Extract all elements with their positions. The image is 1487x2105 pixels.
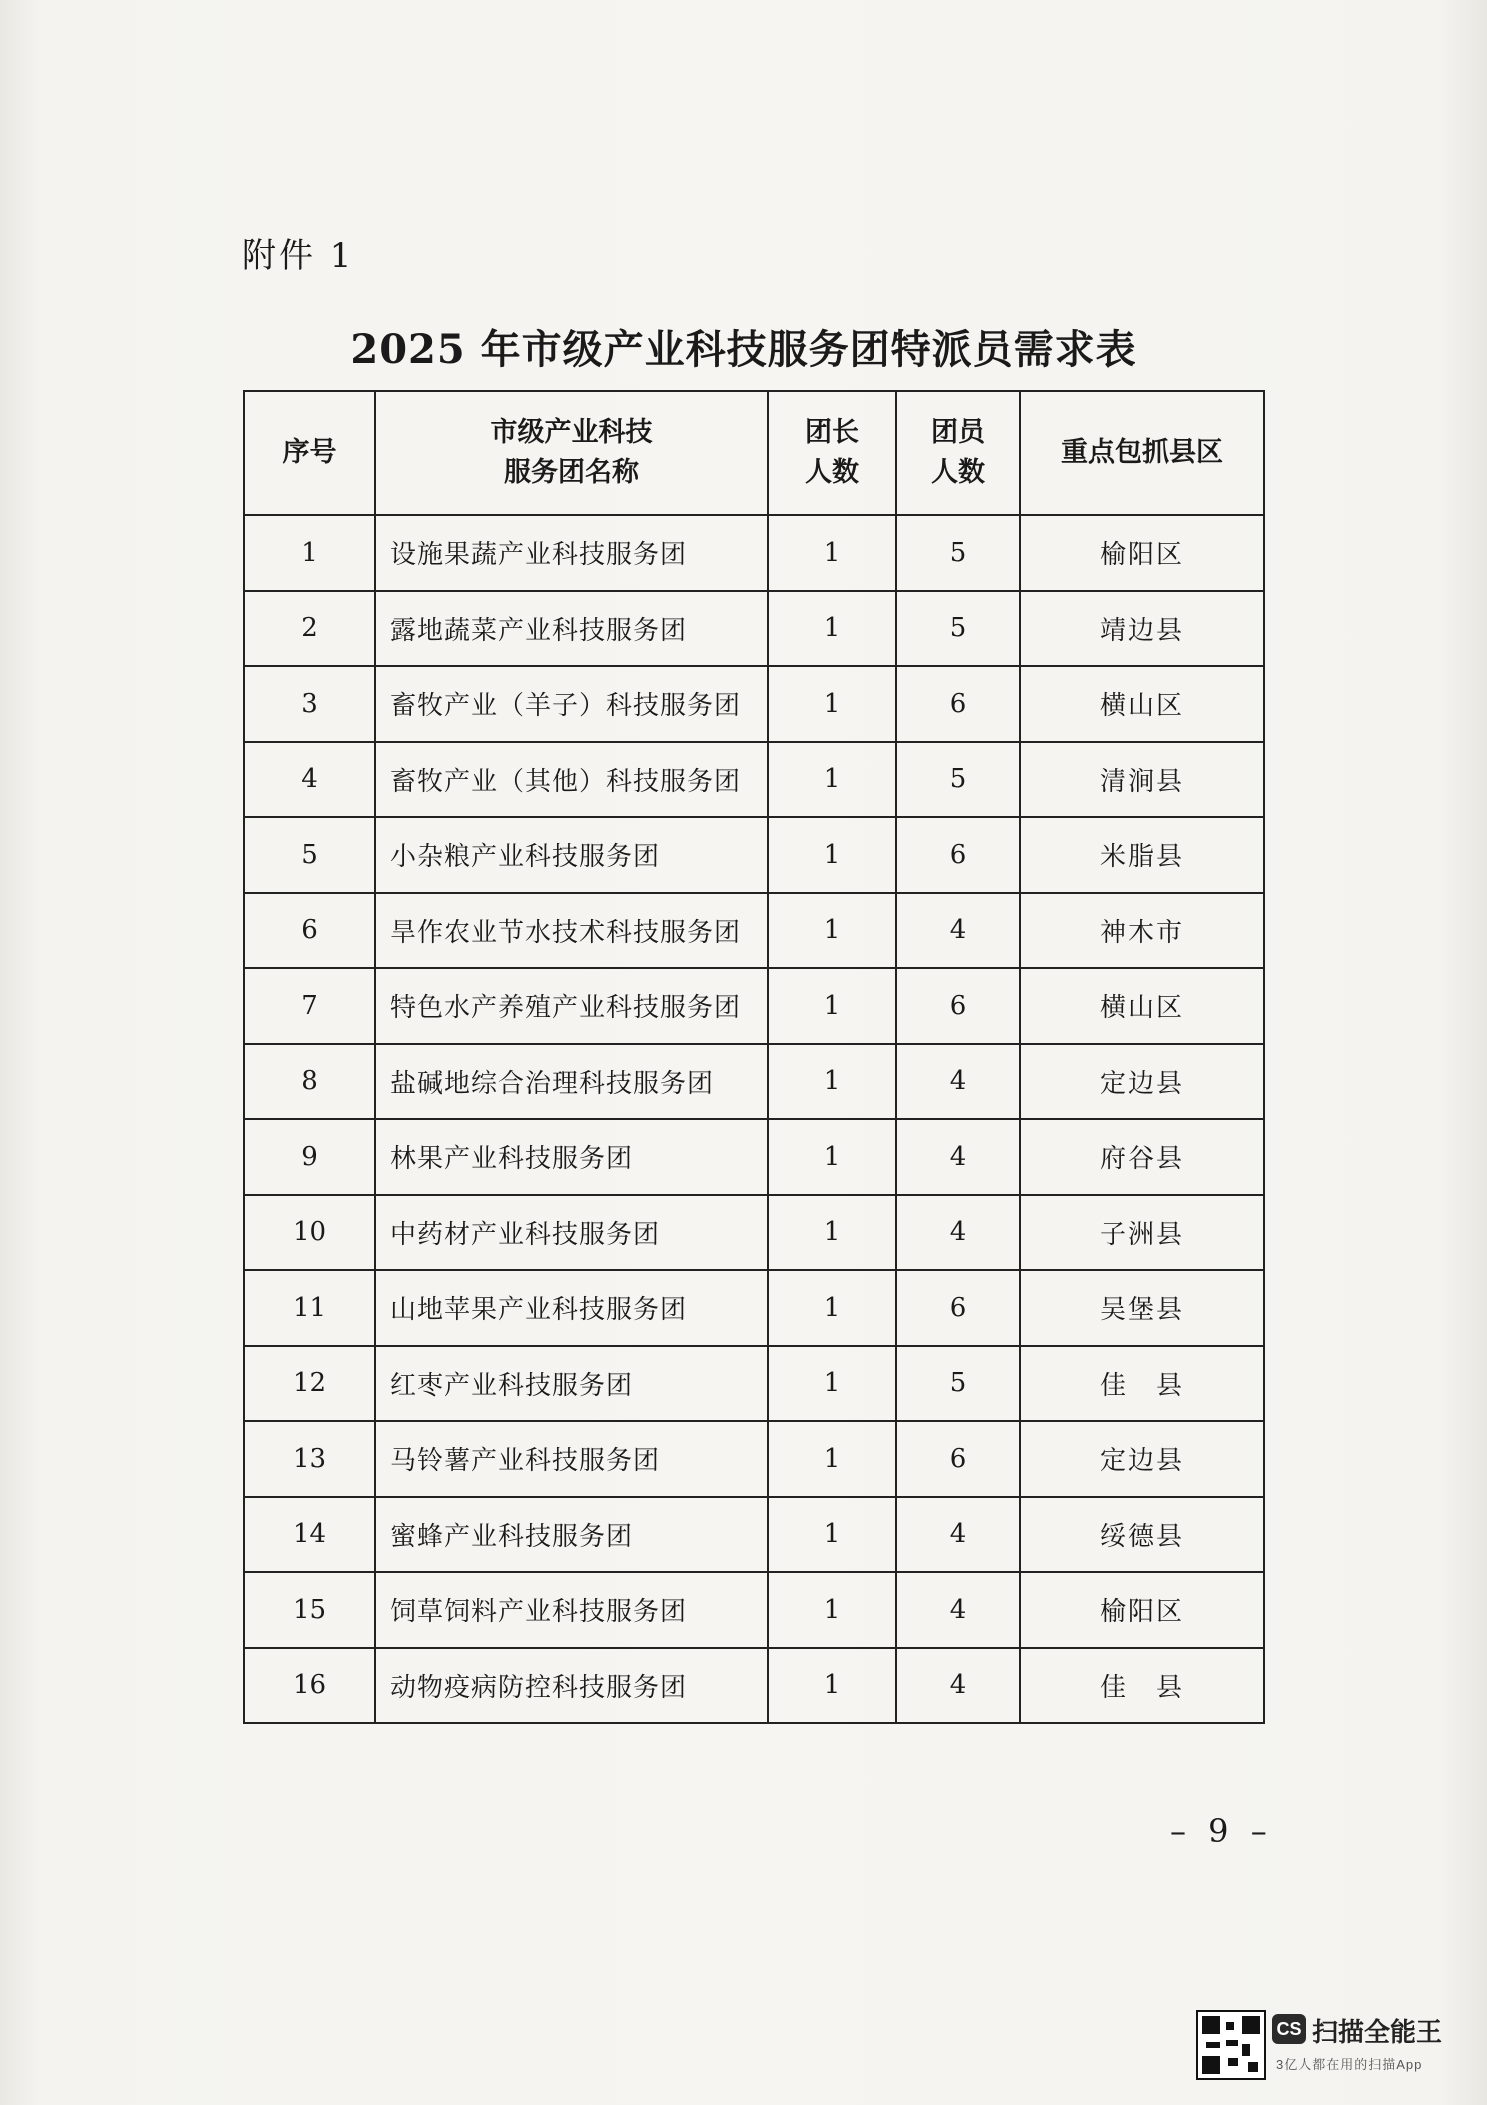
cell-key-county: 横山区 <box>1020 666 1264 742</box>
cell-member-count: 6 <box>896 1270 1020 1346</box>
cell-index: 10 <box>244 1195 375 1271</box>
cell-key-county: 吴堡县 <box>1020 1270 1264 1346</box>
cell-member-count: 5 <box>896 591 1020 667</box>
cell-group-name: 盐碱地综合治理科技服务团 <box>375 1044 768 1120</box>
scanner-app-name: 扫描全能王 <box>1312 2017 1443 2047</box>
cell-group-name: 中药材产业科技服务团 <box>375 1195 768 1271</box>
cell-key-county: 佳 县 <box>1020 1648 1264 1724</box>
cell-index: 6 <box>244 893 375 969</box>
header-index: 序号 <box>244 391 375 515</box>
cell-leader-count: 1 <box>768 893 896 969</box>
header-leader-count <box>768 391 896 515</box>
qr-code-icon <box>1196 2010 1266 2080</box>
cell-group-name: 蜜蜂产业科技服务团 <box>375 1497 768 1573</box>
cell-leader-count: 1 <box>768 515 896 591</box>
cell-member-count: 4 <box>896 1572 1020 1648</box>
cell-index: 14 <box>244 1497 375 1573</box>
table-row <box>244 1119 1264 1195</box>
cell-index: 9 <box>244 1119 375 1195</box>
cell-group-name: 山地苹果产业科技服务团 <box>375 1270 768 1346</box>
cell-key-county: 榆阳区 <box>1020 1572 1264 1648</box>
header-key-county: 重点包抓县区 <box>1020 391 1264 515</box>
cell-group-name: 旱作农业节水技术科技服务团 <box>375 893 768 969</box>
cell-leader-count: 1 <box>768 1270 896 1346</box>
table-row <box>244 1497 1264 1573</box>
header-group-name-line2: 服务团名称 <box>504 457 639 488</box>
cell-index: 1 <box>244 515 375 591</box>
cell-member-count: 6 <box>896 817 1020 893</box>
cell-member-count: 4 <box>896 1648 1020 1724</box>
cell-key-county: 横山区 <box>1020 968 1264 1044</box>
header-group-name <box>375 391 768 515</box>
attachment-label: 附件 1 <box>242 236 355 276</box>
table-row <box>244 1421 1264 1497</box>
cell-group-name: 红枣产业科技服务团 <box>375 1346 768 1422</box>
cell-key-county: 府谷县 <box>1020 1119 1264 1195</box>
cell-leader-count: 1 <box>768 968 896 1044</box>
table-header-row <box>244 391 1264 515</box>
table-row <box>244 1195 1264 1271</box>
cell-index: 13 <box>244 1421 375 1497</box>
cell-group-name: 设施果蔬产业科技服务团 <box>375 515 768 591</box>
cell-index: 7 <box>244 968 375 1044</box>
cell-index: 3 <box>244 666 375 742</box>
cell-leader-count: 1 <box>768 1421 896 1497</box>
table-row <box>244 591 1264 667</box>
cell-leader-count: 1 <box>768 666 896 742</box>
cell-member-count: 5 <box>896 515 1020 591</box>
cell-member-count: 4 <box>896 1119 1020 1195</box>
cell-group-name: 饲草饲料产业科技服务团 <box>375 1572 768 1648</box>
cell-index: 2 <box>244 591 375 667</box>
cell-member-count: 4 <box>896 1497 1020 1573</box>
scanner-app-slogan: 3亿人都在用的扫描App <box>1276 2057 1423 2072</box>
page-number: – 9 – <box>1170 1812 1273 1850</box>
cell-group-name: 马铃薯产业科技服务团 <box>375 1421 768 1497</box>
table-row <box>244 1044 1264 1120</box>
cell-group-name: 特色水产养殖产业科技服务团 <box>375 968 768 1044</box>
cell-leader-count: 1 <box>768 1346 896 1422</box>
cell-member-count: 4 <box>896 1195 1020 1271</box>
cell-member-count: 4 <box>896 1044 1020 1120</box>
cell-key-county: 米脂县 <box>1020 817 1264 893</box>
header-member-count-line2: 人数 <box>931 457 985 488</box>
header-member-count <box>896 391 1020 515</box>
cell-index: 8 <box>244 1044 375 1120</box>
header-leader-count-line1: 团长 <box>805 417 859 448</box>
cell-leader-count: 1 <box>768 1119 896 1195</box>
header-leader-count-line2: 人数 <box>805 457 859 488</box>
document-title: 2025 年市级产业科技服务团特派员需求表 <box>350 326 1137 373</box>
cell-leader-count: 1 <box>768 1497 896 1573</box>
scanner-watermark <box>1196 2010 1466 2086</box>
cell-member-count: 5 <box>896 1346 1020 1422</box>
cell-key-county: 靖边县 <box>1020 591 1264 667</box>
cell-leader-count: 1 <box>768 817 896 893</box>
cell-group-name: 林果产业科技服务团 <box>375 1119 768 1195</box>
cell-index: 11 <box>244 1270 375 1346</box>
demand-table <box>243 390 1265 1724</box>
cell-member-count: 6 <box>896 968 1020 1044</box>
cell-key-county: 神木市 <box>1020 893 1264 969</box>
table-row <box>244 968 1264 1044</box>
cell-key-county: 佳 县 <box>1020 1346 1264 1422</box>
cell-key-county: 子洲县 <box>1020 1195 1264 1271</box>
cell-key-county: 绥德县 <box>1020 1497 1264 1573</box>
cell-leader-count: 1 <box>768 742 896 818</box>
table-row <box>244 1270 1264 1346</box>
cell-group-name: 畜牧产业（其他）科技服务团 <box>375 742 768 818</box>
cell-leader-count: 1 <box>768 591 896 667</box>
cell-member-count: 6 <box>896 666 1020 742</box>
table-row <box>244 742 1264 818</box>
cell-key-county: 定边县 <box>1020 1044 1264 1120</box>
table-row <box>244 666 1264 742</box>
table-row <box>244 515 1264 591</box>
table-row <box>244 1648 1264 1724</box>
cell-group-name: 畜牧产业（羊子）科技服务团 <box>375 666 768 742</box>
cell-leader-count: 1 <box>768 1572 896 1648</box>
cell-index: 16 <box>244 1648 375 1724</box>
cell-index: 12 <box>244 1346 375 1422</box>
cs-logo-icon: CS <box>1272 2014 1306 2044</box>
cell-group-name: 小杂粮产业科技服务团 <box>375 817 768 893</box>
cell-leader-count: 1 <box>768 1648 896 1724</box>
cell-leader-count: 1 <box>768 1044 896 1120</box>
cell-member-count: 4 <box>896 893 1020 969</box>
cell-group-name: 动物疫病防控科技服务团 <box>375 1648 768 1724</box>
cell-member-count: 5 <box>896 742 1020 818</box>
header-group-name-line1: 市级产业科技 <box>490 417 653 448</box>
table-row <box>244 1572 1264 1648</box>
header-member-count-line1: 团员 <box>931 417 985 448</box>
cell-group-name: 露地蔬菜产业科技服务团 <box>375 591 768 667</box>
table-row <box>244 893 1264 969</box>
table-row <box>244 817 1264 893</box>
cell-key-county: 定边县 <box>1020 1421 1264 1497</box>
cell-member-count: 6 <box>896 1421 1020 1497</box>
cell-key-county: 清涧县 <box>1020 742 1264 818</box>
cell-key-county: 榆阳区 <box>1020 515 1264 591</box>
cell-leader-count: 1 <box>768 1195 896 1271</box>
cell-index: 5 <box>244 817 375 893</box>
cell-index: 15 <box>244 1572 375 1648</box>
table-row <box>244 1346 1264 1422</box>
cell-index: 4 <box>244 742 375 818</box>
